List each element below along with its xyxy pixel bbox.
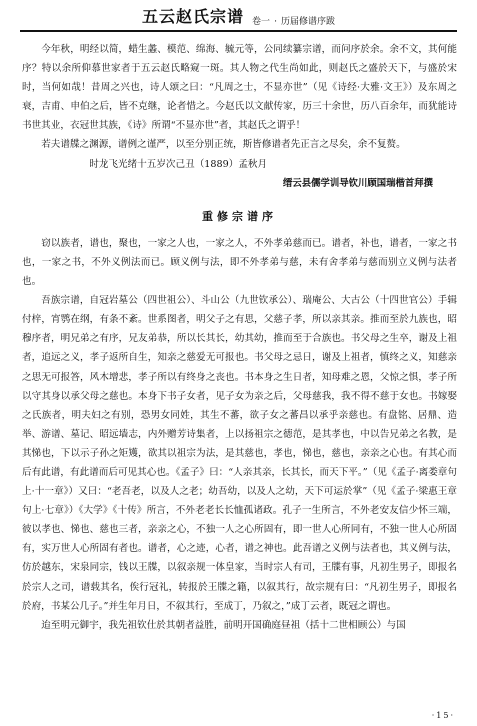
- book-title: 五云赵氏宗谱: [142, 7, 245, 26]
- section-title: 重修宗谱序: [202, 209, 277, 223]
- page-body: [22, 40, 457, 635]
- paragraph: 吾族宗谱，自冠岩墓公（四世祖公）、斗山公（九世钦承公）、瑞庵公、大古公（十四世官公）手辑付梓，宵鹗在纲，有条不紊。世系图者，明父子之有思，父慈子孝，所以亲其亲。推而至於九族也，昭穆序者，明兄弟之有序，兄友弟恭，所以长其长，幼其幼，推而至于合族也。书父母之生卒，谢及上祖者，追远之义，孝子返所自生，知亲之慈爱无可报也。书父母之忌日，谢及上祖者，慎终之义，知慈亲之思无可报答，风木增悲，孝子所以有终身之丧也。书本身之生日者，知母难之恩，父惊之惧，孝子所以守其身以承父母之慈也。本身下书子女者，见子女为亲之后，父母慈我，我不得不慈于女也。书嫁娶之氏族者，明夫妇之有别，恐男女同姓，其生不蕃，欲子女之蕃昌以承乎亲慈也。有盘铭、居鼎、造举、游谱、墓记、昭远墙志，内外赠芳诗集者，上以扬祖宗之德范，是其孝也，中以告兄弟之名教，是其悌也，下以示子孙之矩矱，欲其以祖宗为法，是其慈也，孝也，悌也，慈也，亲亲之心也。有其心而后有此谱，有此谱而后可见其心也。《孟子》曰：“人亲其亲，长其长，而天下平。”（见《孟子·离娄章句上·十一章》）又曰：“老吾老，以及人之老；幼吾幼，以及人之幼，天下可运於掌”（见《孟子·梁惠王章句上·七章》）《大学》《十传》所言，不外老老长长恤孤诸政。孔子一生所言，不外老安友信少怀三端，彼以孝也、悌也、慈也三者，亲亲之心，不独一人之心所固有，即一世人心所同有，不独一世人心所固有，实万世人心所固有者也。谱者，心之迹，心者，谱之神也。此吾谱之义例与法者也，其义例与法，仿於越东，宋泉同宗，钱以王牒，以叙亲规一体皇家，当时宗人有司，王牒有事，凡初生男子，即报名於宗人之司，谱载其名，俟行冠礼，转报於王牒之籍，以叙其行，故宗规有曰：“凡初生男子，即报名於府，书某公几子。”并生年月日，不叙其行，至成丁，乃叙之，”成丁云者，既冠之谓也。: [22, 295, 457, 612]
- paragraph: 若夫谱牒之渊源，谱例之谨严，以至分别正统，斯皆修谱者先正言之尽矣，余不复赘。: [41, 139, 406, 151]
- paragraph: 今年秋，明经以简，蜡生蠡、模范、绵海、毓元等，公同续纂宗谱，而问序於余。余不文，其何能序？特以余所仰慕世家者于五云赵氏略窥一斑。其人物之代生尚如此，则赵氏之盛於天下，与盛於宋时，当何如哉！昔周之兴也，诗人颂之曰：“凡周之士，不显亦世”（见《诗经·大雅·文王》）及东周之衰，吉甫、申伯之后，皆不克继，论者惜之。今赵氏以文献传家，历三十余世，历八百余年，而犹能诗书世其业，衣冠世其族，《诗》所谓“不显亦世”者，其赵氏之谓乎！: [22, 44, 457, 132]
- paragraph: 窃以族者，谱也，聚也，一家之人也，一家之人，不外孝弟慈而已。谱者，补也，谱者，一家之书也，一家之书，不外义例法而已。顾义例与法，即不外孝弟与慈，未有舍孝弟与慈而别立义例与法者也。: [22, 237, 457, 288]
- section-label: 历届修谱序跋: [280, 17, 335, 27]
- page-number: ·15·: [431, 711, 455, 720]
- author-signature: 缙云县儒学训导钦川顾国瑞楷首拜撰: [282, 177, 433, 189]
- header-separator: ·: [274, 17, 277, 27]
- paragraph: 迨至明元御宇，我先祖钦仕於其朝者益胜，前明开国确庭昼祖（括十二世相顾公）与国: [41, 619, 406, 631]
- volume-label: 卷一: [252, 17, 271, 27]
- date-line: 时龙飞光绪十五岁次己丑（1889）孟秋月: [89, 158, 268, 170]
- page-header: [20, 4, 457, 32]
